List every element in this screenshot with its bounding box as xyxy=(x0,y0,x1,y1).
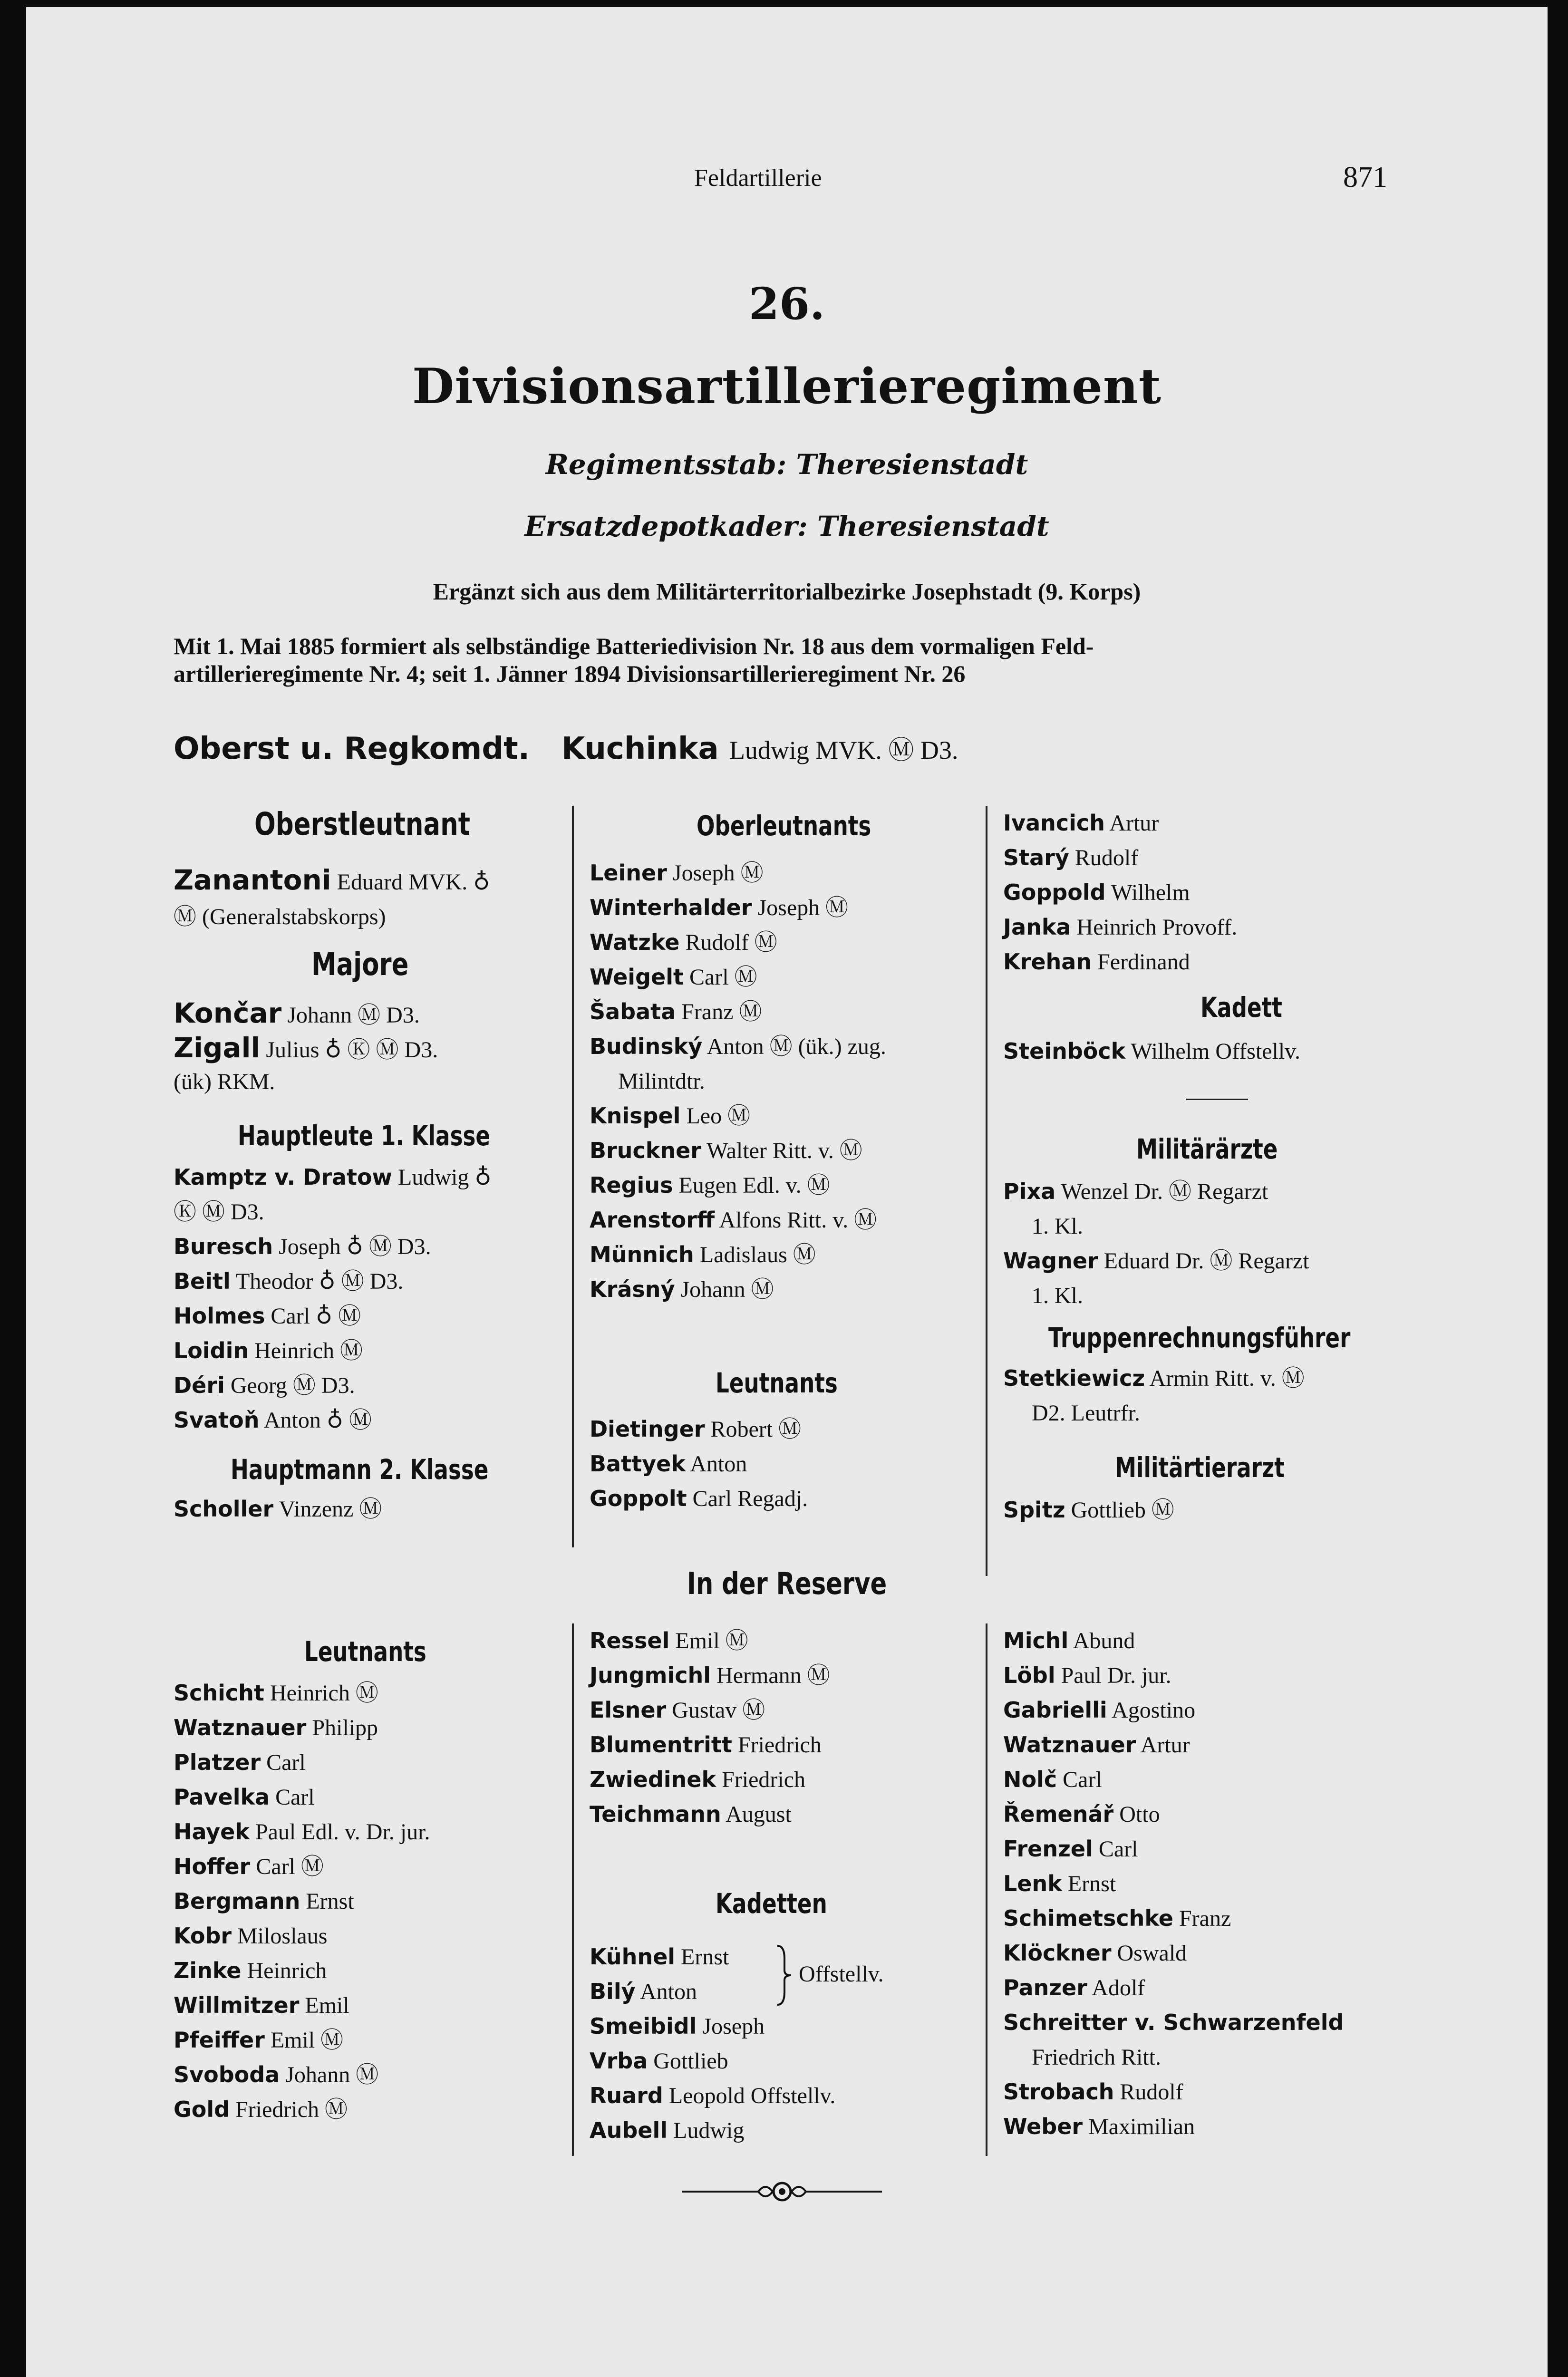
oberleutnants-list xyxy=(590,856,886,1307)
reserve-divider-1 xyxy=(572,1623,574,2156)
list-item: Watznauer Philipp xyxy=(174,1715,378,1740)
list-item: 1. Kl. xyxy=(1032,1214,1083,1239)
militaertierarzt-heading: Militärtierarzt xyxy=(1115,1451,1285,1484)
list-item: Ⓚ Ⓜ D3. xyxy=(174,1199,264,1225)
list-item: Déri Georg Ⓜ D3. xyxy=(174,1372,355,1398)
list-item: Steinböck Wilhelm Offstellv. xyxy=(1003,1038,1301,1064)
list-item: Blumentritt Friedrich xyxy=(590,1732,822,1758)
list-item: Milintdtr. xyxy=(618,1069,705,1094)
commander-details: Ludwig MVK. Ⓜ D3. xyxy=(729,736,958,764)
list-item: 1. Kl. xyxy=(1032,1283,1083,1308)
list-item: Ivancich Artur xyxy=(1003,810,1159,836)
list-item: Schimetschke Franz xyxy=(1003,1905,1231,1931)
list-item: Smeibidl Joseph xyxy=(590,2013,765,2039)
kadetten-heading: Kadetten xyxy=(716,1887,827,1920)
list-item: Strobach Rudolf xyxy=(1003,2079,1183,2105)
list-item: Winterhalder Joseph Ⓜ xyxy=(590,895,849,920)
list-item: Krásný Johann Ⓜ xyxy=(590,1276,774,1302)
list-item: Ressel Emil Ⓜ xyxy=(590,1628,748,1653)
list-item: Starý Rudolf xyxy=(1003,845,1139,870)
kadetten-list xyxy=(590,2009,835,2148)
list-item: Kamptz v. Dratow Ludwig ♁ xyxy=(174,1164,492,1190)
list-item: Knispel Leo Ⓜ xyxy=(590,1103,751,1129)
list-item: Pavelka Carl xyxy=(174,1784,315,1810)
list-item: Zigall Julius ♁ Ⓚ Ⓜ D3. xyxy=(174,1032,438,1064)
list-item: Klöckner Oswald xyxy=(1003,1940,1187,1966)
list-item: Ⓜ (Generalstabskorps) xyxy=(174,904,386,929)
hauptmann-2-list xyxy=(174,1492,382,1527)
kadett-heading: Kadett xyxy=(1200,991,1282,1024)
militaertierarzt-list xyxy=(1003,1493,1174,1527)
column-divider-2 xyxy=(986,806,987,1576)
list-item: Schicht Heinrich Ⓜ xyxy=(174,1680,378,1706)
hauptleute-1-heading: Hauptleute 1. Klasse xyxy=(238,1120,491,1152)
list-item: Zinke Heinrich xyxy=(174,1958,327,1983)
reserve-heading: In der Reserve xyxy=(687,1566,887,1602)
list-item: Wagner Eduard Dr. Ⓜ Regarzt xyxy=(1003,1248,1309,1274)
list-item: Stetkiewicz Armin Ritt. v. Ⓜ xyxy=(1003,1365,1305,1391)
list-item: Platzer Carl xyxy=(174,1749,306,1775)
leutnants-heading: Leutnants xyxy=(716,1367,838,1399)
list-item: Bergmann Ernst xyxy=(174,1888,354,1914)
reserve-col1-list xyxy=(174,1676,430,2127)
intro-line-2: Mit 1. Mai 1885 formiert als selbständige Batteriedivision Nr. 18 aus dem vormaligen Feld- xyxy=(174,633,1094,659)
militaeraerzte-list xyxy=(1003,1174,1309,1313)
intro-line-3: artillerieregimente Nr. 4; seit 1. Jänner 1894 Divisionsartillerieregiment Nr. 26 xyxy=(174,660,966,687)
list-item: Kobr Miloslaus xyxy=(174,1923,328,1949)
list-item: Elsner Gustav Ⓜ xyxy=(590,1697,765,1723)
rechnungsfuehrer-heading: Truppenrechnungsführer xyxy=(1048,1322,1351,1354)
list-item: Vrba Gottlieb xyxy=(590,2048,728,2074)
list-item: Bilý Anton xyxy=(590,1979,697,2004)
book-page xyxy=(26,7,1548,2377)
regiment-number: 26. xyxy=(748,278,825,329)
reserve-col2-list xyxy=(590,1623,830,1832)
oberstleutnant-list xyxy=(174,863,490,932)
hauptleute-1-list xyxy=(174,1160,492,1438)
list-item: Teichmann August xyxy=(590,1801,792,1827)
rechnungsfuehrer-list xyxy=(1003,1361,1305,1430)
commander-surname: Kuchinka xyxy=(561,731,719,766)
list-item: Leiner Joseph Ⓜ xyxy=(590,860,764,886)
intro-line-1: Ergänzt sich aus dem Militärterritorialbezirke Josephstadt (9. Korps) xyxy=(433,578,1141,605)
list-item: Jungmichl Hermann Ⓜ xyxy=(590,1662,830,1688)
commander-rank: Oberst u. Regkomdt. xyxy=(174,731,530,766)
reserve-leutnants-heading: Leutnants xyxy=(304,1635,426,1668)
regimentsstab-line: Regimentsstab: Theresienstadt xyxy=(545,448,1028,481)
list-item: Lenk Ernst xyxy=(1003,1871,1116,1896)
militaeraerzte-heading: Militärärzte xyxy=(1136,1133,1278,1165)
list-item: Goppolt Carl Regadj. xyxy=(590,1486,808,1511)
list-item: Gold Friedrich Ⓜ xyxy=(174,2097,348,2122)
list-item: Weber Maximilian xyxy=(1003,2114,1195,2139)
list-item: Panzer Adolf xyxy=(1003,1975,1145,2000)
kadetten-brace-note: Offstellv. xyxy=(799,1962,884,1987)
list-item: Dietinger Robert Ⓜ xyxy=(590,1416,802,1442)
list-item: Aubell Ludwig xyxy=(590,2117,745,2143)
end-ornament xyxy=(682,2177,882,2206)
list-item: Arenstorff Alfons Ritt. v. Ⓜ xyxy=(590,1207,877,1233)
list-item: Zwiedinek Friedrich xyxy=(590,1767,806,1792)
list-item: Řemenář Otto xyxy=(1003,1801,1160,1827)
list-item: Holmes Carl ♁ Ⓜ xyxy=(174,1303,361,1329)
list-item: Spitz Gottlieb Ⓜ xyxy=(1003,1497,1174,1523)
list-item: Nolč Carl xyxy=(1003,1767,1102,1792)
list-item: Battyek Anton xyxy=(590,1451,747,1477)
list-item: Zanantoni Eduard MVK. ♁ xyxy=(174,864,490,896)
list-item: Löbl Paul Dr. jur. xyxy=(1003,1662,1171,1688)
list-item: Budinský Anton Ⓜ (ük.) zug. xyxy=(590,1034,886,1059)
majore-heading: Majore xyxy=(311,946,409,983)
reserve-col3-list xyxy=(1003,1623,1344,2144)
commander-line xyxy=(174,730,958,766)
list-item: Regius Eugen Edl. v. Ⓜ xyxy=(590,1172,830,1198)
list-item: Svatoň Anton ♁ Ⓜ xyxy=(174,1407,372,1433)
running-title: Feldartillerie xyxy=(694,164,822,192)
list-item: Gabrielli Agostino xyxy=(1003,1697,1196,1723)
list-item: Hoffer Carl Ⓜ xyxy=(174,1854,324,1879)
list-item: Scholler Vinzenz Ⓜ xyxy=(174,1496,382,1522)
list-item: Bruckner Walter Ritt. v. Ⓜ xyxy=(590,1138,862,1163)
list-item: Michl Abund xyxy=(1003,1628,1135,1653)
col3-top-list xyxy=(1003,806,1237,979)
list-item: Watzke Rudolf Ⓜ xyxy=(590,929,777,955)
list-item: Hayek Paul Edl. v. Dr. jur. xyxy=(174,1819,430,1845)
reserve-divider-2 xyxy=(986,1623,987,2156)
list-item: Ruard Leopold Offstellv. xyxy=(590,2083,836,2108)
list-item: Loidin Heinrich Ⓜ xyxy=(174,1338,363,1363)
list-item: Krehan Ferdinand xyxy=(1003,949,1190,975)
section-rule xyxy=(1186,1099,1248,1100)
list-item: (ük) RKM. xyxy=(174,1069,275,1094)
oberleutnants-heading: Oberleutnants xyxy=(697,810,871,842)
list-item: Beitl Theodor ♁ Ⓜ D3. xyxy=(174,1268,404,1294)
list-item: Končar Johann Ⓜ D3. xyxy=(174,997,420,1029)
list-item: D2. Leutrfr. xyxy=(1032,1401,1140,1426)
list-item: Weigelt Carl Ⓜ xyxy=(590,964,757,990)
list-item: Goppold Wilhelm xyxy=(1003,879,1190,905)
list-item: Pfeiffer Emil Ⓜ xyxy=(174,2027,344,2053)
list-item: Friedrich Ritt. xyxy=(1032,2045,1161,2070)
majore-list xyxy=(174,996,438,1094)
list-item: Buresch Joseph ♁ Ⓜ D3. xyxy=(174,1234,431,1259)
list-item: Svoboda Johann Ⓜ xyxy=(174,2062,379,2087)
list-item: Frenzel Carl xyxy=(1003,1836,1138,1862)
list-item: Schreitter v. Schwarzenfeld xyxy=(1003,2010,1344,2035)
list-item: Watznauer Artur xyxy=(1003,1732,1190,1758)
leutnants-list xyxy=(590,1412,808,1516)
kadett-list xyxy=(1003,1034,1300,1069)
kadetten-brace xyxy=(775,1944,794,2006)
list-item: Kühnel Ernst xyxy=(590,1944,729,1970)
list-item: Pixa Wenzel Dr. Ⓜ Regarzt xyxy=(1003,1179,1268,1204)
hauptmann-2-heading: Hauptmann 2. Klasse xyxy=(231,1453,489,1486)
ersatzdepot-line: Ersatzdepotkader: Theresienstadt xyxy=(524,510,1049,542)
list-item: Janka Heinrich Provoff. xyxy=(1003,914,1238,940)
regiment-title: Divisionsartillerieregiment xyxy=(412,358,1162,415)
page-number: 871 xyxy=(1343,161,1387,193)
kadetten-brace-list xyxy=(590,1940,729,2009)
list-item: Willmitzer Emil xyxy=(174,1992,349,2018)
list-item: Šabata Franz Ⓜ xyxy=(590,999,762,1024)
column-divider-1 xyxy=(572,806,574,1547)
list-item: Münnich Ladislaus Ⓜ xyxy=(590,1242,816,1267)
section-heading: Oberstleutnant xyxy=(254,806,470,842)
